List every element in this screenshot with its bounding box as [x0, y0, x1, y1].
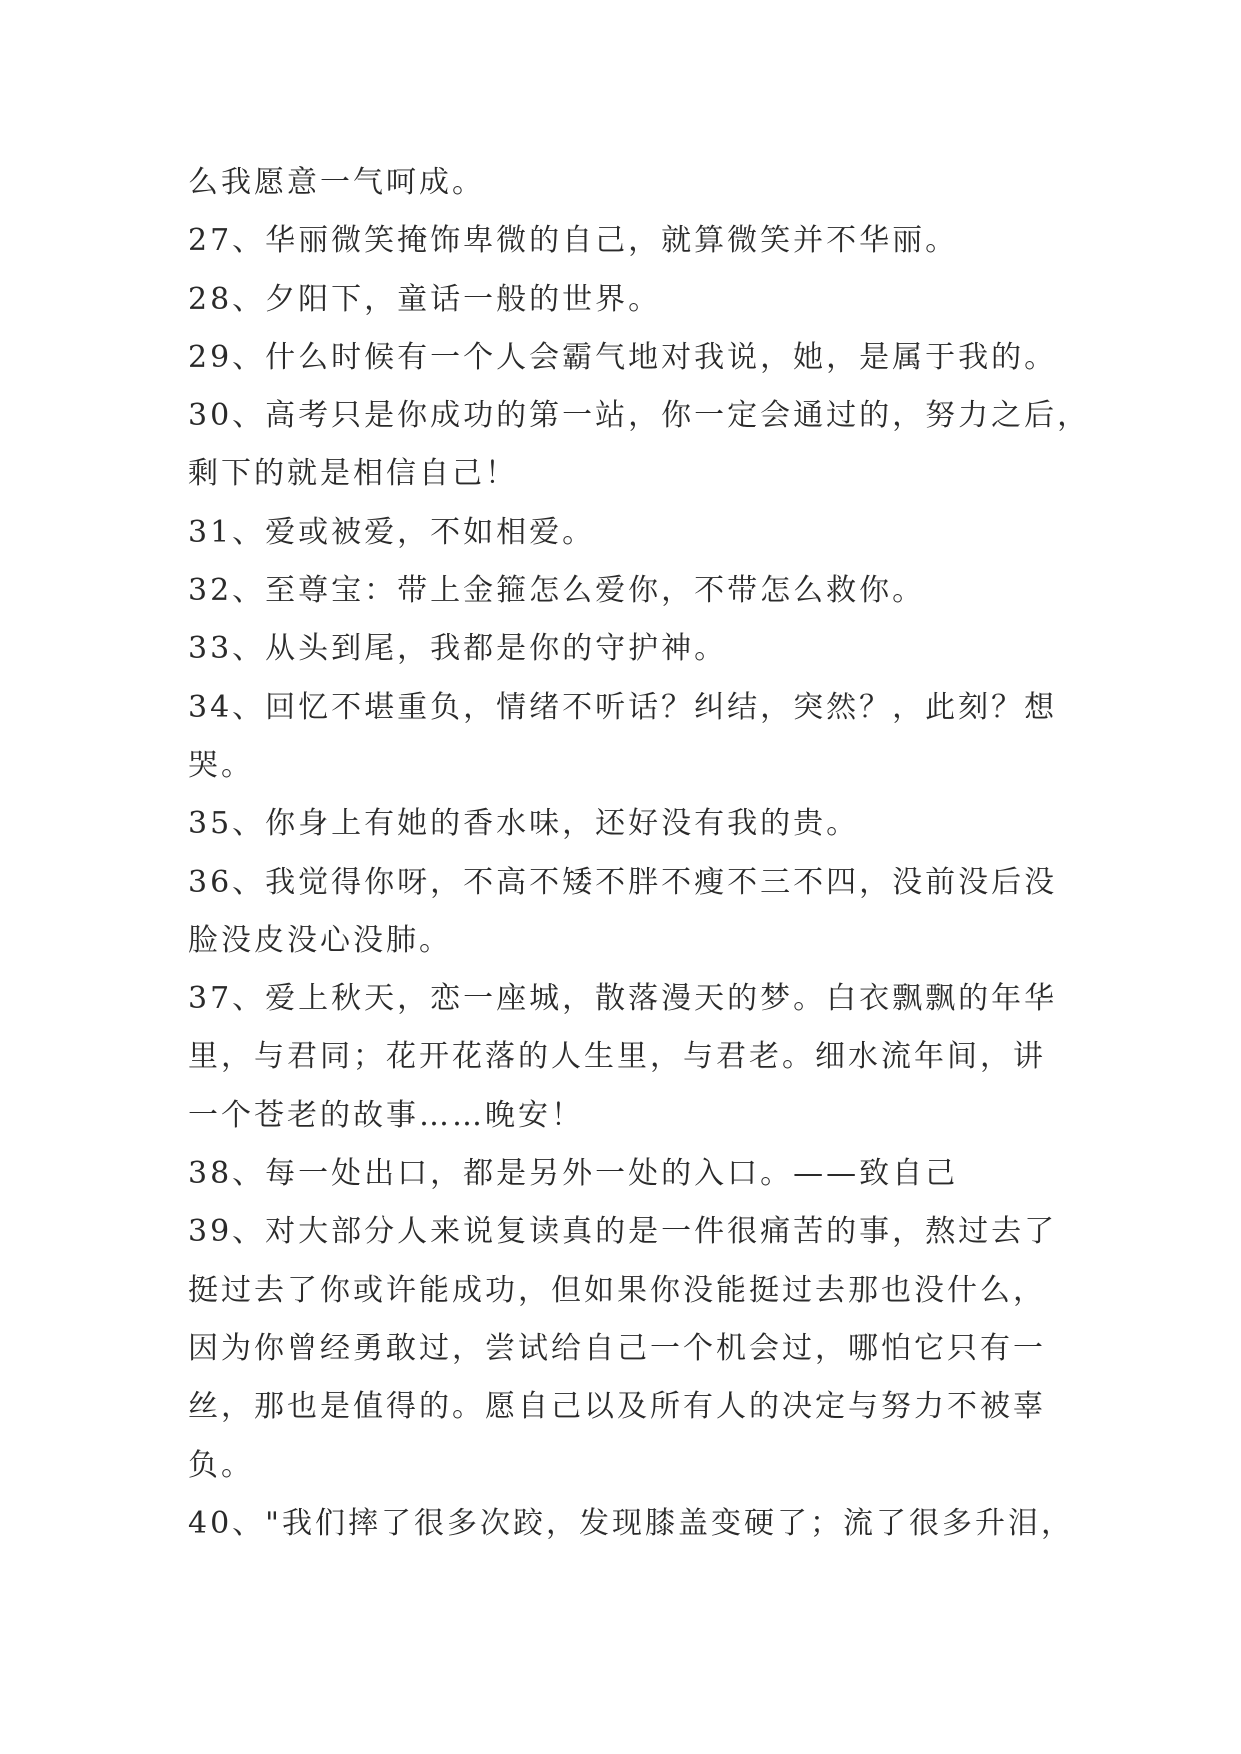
text-line: 32、至尊宝：带上金箍怎么爱你，不带怎么救你。: [188, 573, 926, 609]
text-line: 脸没皮没心没肺。: [188, 922, 452, 958]
text-line: 一个苍老的故事……晚安！: [188, 1097, 584, 1133]
text-line: 27、华丽微笑掩饰卑微的自己，就算微笑并不华丽。: [188, 223, 959, 259]
text-line: 里，与君同；花开花落的人生里，与君老。细水流年间，讲: [188, 1039, 1046, 1075]
text-line: 28、夕阳下，童话一般的世界。: [188, 281, 662, 317]
text-line: 39、对大部分人来说复读真的是一件很痛苦的事，熬过去了: [188, 1214, 1058, 1250]
text-line: 38、每一处出口，都是另外一处的入口。——致自己: [188, 1156, 959, 1192]
document-body: [188, 154, 1091, 1553]
text-line: 么我愿意一气呵成。: [188, 165, 485, 200]
text-line: 36、我觉得你呀，不高不矮不胖不瘦不三不四，没前没后没: [188, 864, 1058, 900]
text-line: 34、回忆不堪重负，情绪不听话？纠结，突然？，此刻？想: [188, 689, 1058, 725]
text-line: 35、你身上有她的香水味，还好没有我的贵。: [188, 806, 860, 842]
text-line: 37、爱上秋天，恋一座城，散落漫天的梦。白衣飘飘的年华: [188, 981, 1058, 1017]
text-line: 哭。: [188, 747, 254, 783]
text-line: 因为你曾经勇敢过，尝试给自己一个机会过，哪怕它只有一: [188, 1330, 1046, 1366]
text-line: 丝，那也是值得的。愿自己以及所有人的决定与努力不被辜: [188, 1389, 1046, 1425]
text-line: 负。: [188, 1447, 254, 1483]
text-line: 29、什么时候有一个人会霸气地对我说，她，是属于我的。: [188, 339, 1058, 375]
text-line: 33、从头到尾，我都是你的守护神。: [188, 631, 728, 667]
text-line: 剩下的就是相信自己！: [188, 456, 518, 492]
text-line: 31、爱或被爱，不如相爱。: [188, 514, 596, 550]
text-line: 30、高考只是你成功的第一站，你一定会通过的，努力之后，: [188, 398, 1091, 434]
text-line: 40、"我们摔了很多次跤，发现膝盖变硬了；流了很多升泪，: [188, 1505, 1074, 1541]
text-line: 挺过去了你或许能成功，但如果你没能挺过去那也没什么，: [188, 1272, 1046, 1308]
